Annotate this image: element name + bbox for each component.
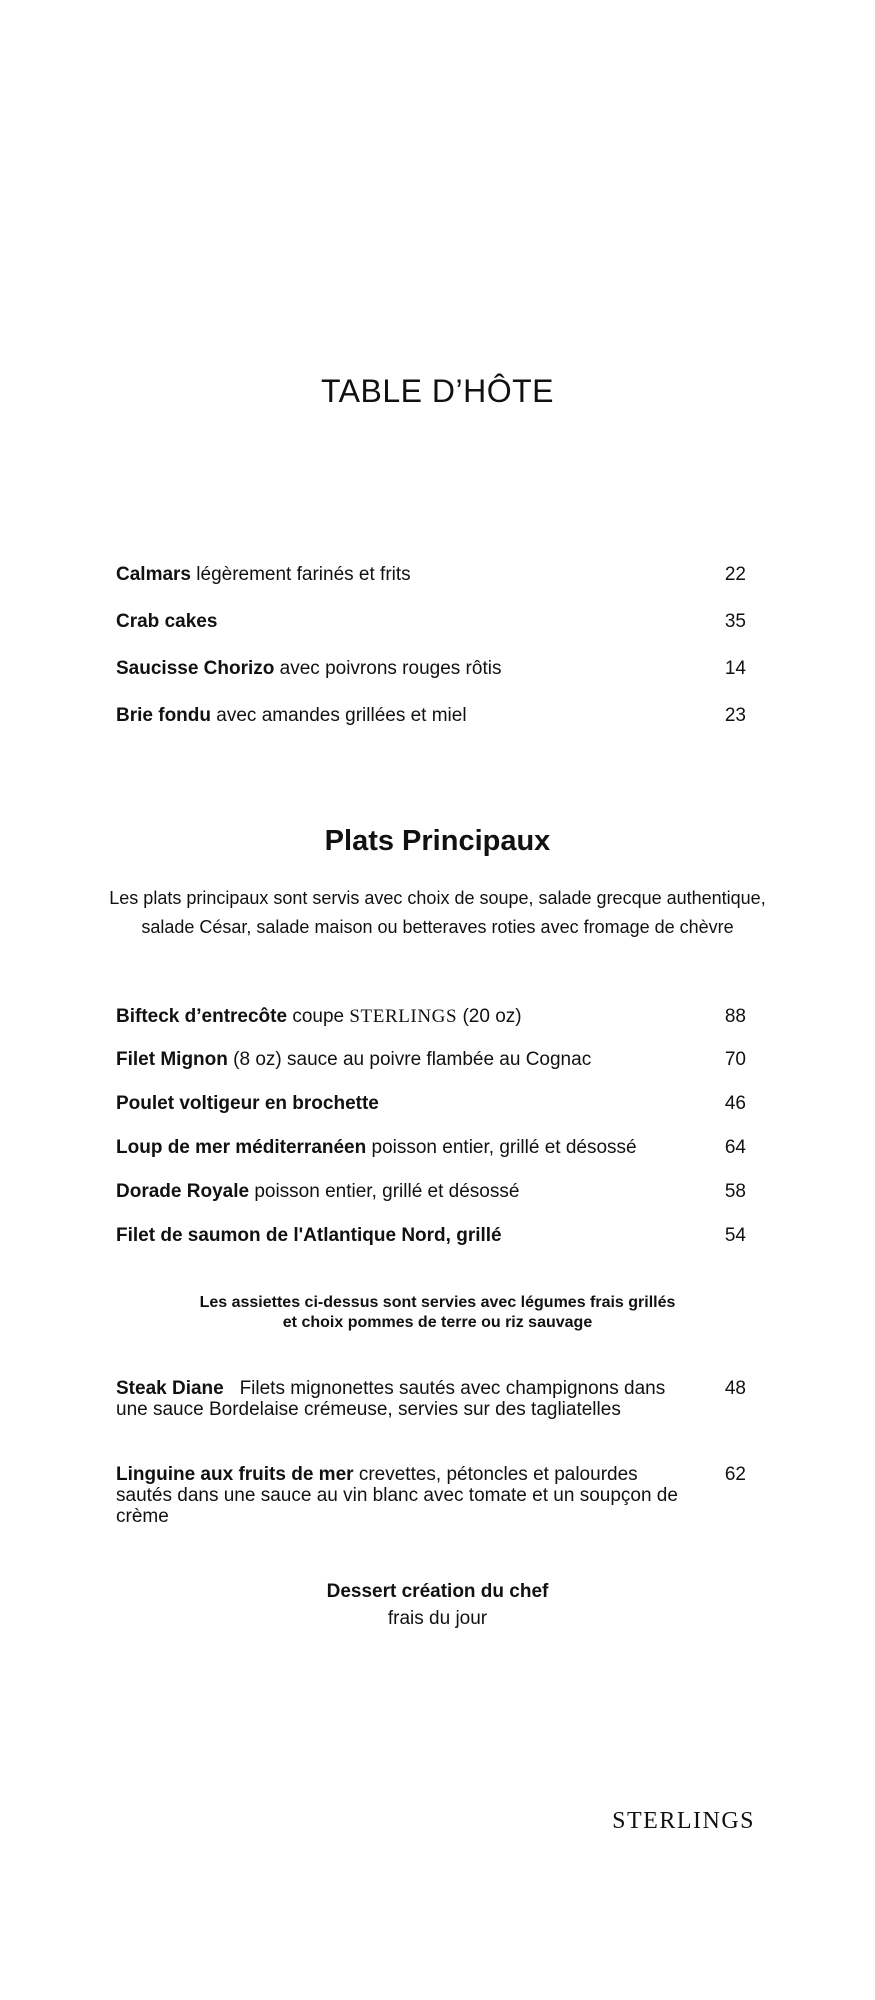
intro-line-2: salade César, salade maison ou betteraves roties avec fromage de chèvre <box>141 917 734 937</box>
item-name: Saucisse Chorizo <box>116 658 275 679</box>
menu-item-crab-cakes <box>116 610 746 634</box>
sides-note <box>120 1293 755 1333</box>
section-intro <box>80 884 795 942</box>
page-title: TABLE D’HÔTE <box>321 373 554 409</box>
item-price: 23 <box>724 705 746 726</box>
item-description: avec poivrons rouges rôtis <box>274 658 502 679</box>
item-name: Crab cakes <box>116 611 218 632</box>
item-price: 46 <box>724 1093 746 1114</box>
dessert-name: Dessert création du chef <box>326 1581 549 1602</box>
item-price: 48 <box>724 1378 746 1399</box>
item-price: 62 <box>724 1464 746 1485</box>
item-name: Brie fondu <box>116 705 211 726</box>
sides-note-line-1: Les assiettes ci-dessus sont servies avec légumes frais grillés <box>199 1294 676 1311</box>
item-description-post: (20 oz) <box>457 1006 522 1027</box>
item-description: crevettes, pétoncles et palourdes sautés dans une sauce au vin blanc avec tomate et un soupçon de crème <box>116 1464 678 1527</box>
menu-item-saucisse-chorizo <box>116 657 746 681</box>
item-name: Bifteck d’entrecôte <box>116 1006 288 1027</box>
dessert-description: frais du jour <box>387 1608 488 1629</box>
menu-item-linguine <box>116 1464 746 1527</box>
item-name: Linguine aux fruits de mer <box>116 1464 354 1485</box>
item-price: 64 <box>724 1137 746 1158</box>
item-name: Calmars <box>116 564 191 585</box>
item-price: 70 <box>724 1049 746 1070</box>
item-price: 35 <box>724 611 746 632</box>
menu-item-saumon <box>116 1224 746 1248</box>
item-price: 58 <box>724 1181 746 1202</box>
menu-item-steak-diane <box>116 1378 746 1420</box>
item-name: Steak Diane <box>116 1378 224 1399</box>
menu-item-filet-mignon <box>116 1048 746 1072</box>
item-description: Filets mignonettes sautés avec champignons dans une sauce Bordelaise crémeuse, servies sur des tagliatelles <box>116 1378 671 1420</box>
sides-note-line-2: et choix pommes de terre ou riz sauvage <box>282 1314 593 1331</box>
item-price: 14 <box>724 658 746 679</box>
brand-inline: STERLINGS <box>349 1006 458 1027</box>
intro-line-1: Les plats principaux sont servis avec choix de soupe, salade grecque authentique, <box>109 888 766 908</box>
item-description: légèrement farinés et frits <box>191 564 411 585</box>
item-price: 22 <box>724 564 746 585</box>
item-price: 54 <box>724 1225 746 1246</box>
menu-item-brie-fondu <box>116 704 746 728</box>
item-name: Loup de mer méditerranéen <box>116 1137 367 1158</box>
menu-item-loup-de-mer <box>116 1136 746 1160</box>
item-price: 88 <box>724 1006 746 1027</box>
item-name: Poulet voltigeur en brochette <box>116 1093 379 1114</box>
menu-item-dorade <box>116 1180 746 1204</box>
menu-item-calmars <box>116 563 746 587</box>
dessert-block <box>0 1578 875 1632</box>
item-description: (8 oz) sauce au poivre flambée au Cognac <box>227 1049 592 1070</box>
item-description: poisson entier, grillé et désossé <box>249 1181 520 1202</box>
menu-item-bifteck <box>116 1005 746 1029</box>
item-description: avec amandes grillées et miel <box>211 705 467 726</box>
item-name: Filet de saumon de l'Atlantique Nord, grillé <box>116 1225 502 1246</box>
menu-item-poulet <box>116 1092 746 1116</box>
item-name: Filet Mignon <box>116 1049 228 1070</box>
item-description: poisson entier, grillé et désossé <box>366 1137 637 1158</box>
section-title-mains: Plats Principaux <box>324 825 551 857</box>
item-description-pre: coupe <box>287 1006 350 1027</box>
footer-brand-logo: STERLINGS <box>612 1808 755 1834</box>
item-name: Dorade Royale <box>116 1181 250 1202</box>
